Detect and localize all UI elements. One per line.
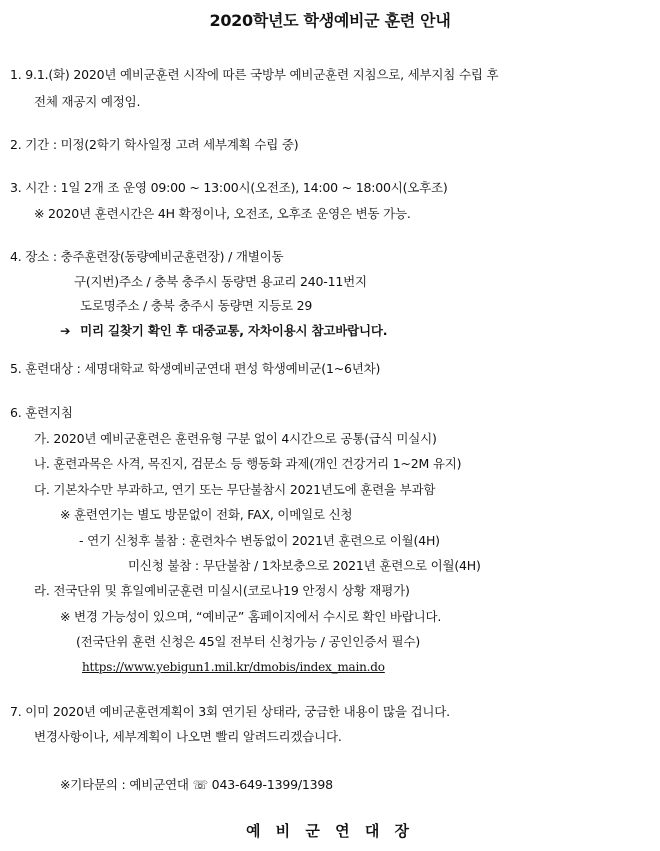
item-4-old-address: 구(지번)주소 / 충북 충주시 동량면 용교리 240-11번지 [74, 274, 367, 289]
yebigun-homepage-link[interactable]: https://www.yebigun1.mil.kr/dmobis/index_main.do [82, 660, 385, 674]
item-2-period: 2. 기간 : 미정(2학기 학사일정 고려 세부계획 수립 중) [10, 137, 299, 152]
item-3-note: ※ 2020년 훈련시간은 4H 확정이나, 오전조, 오후조 운영은 변동 가능. [34, 206, 411, 221]
item-6-ga: 가. 2020년 예비군훈련은 훈련유형 구분 없이 4시간으로 공통(급식 미실시) [34, 431, 437, 446]
item-7-line-1: 7. 이미 2020년 예비군훈련계획이 3회 연기된 상태라, 궁금한 내용이 많을 겁니다. [10, 704, 450, 719]
signature: 예 비 군 연 대 장 [245, 822, 415, 840]
item-6-da-note: ※ 훈련연기는 별도 방문없이 전화, FAX, 이메일로 신청 [60, 507, 353, 522]
arrow-right-icon: ➔ [60, 323, 71, 338]
item-6-na: 나. 훈련과목은 사격, 목진지, 검문소 등 행동화 과제(개인 건강거리 1~2M 유지) [34, 456, 462, 471]
item-4-road-address: 도로명주소 / 충북 충주시 동량면 지등로 29 [80, 298, 313, 313]
item-3-time: 3. 시간 : 1일 2개 조 운영 09:00 ~ 13:00시(오전조), 14:00 ~ 18:00시(오후조) [10, 180, 448, 195]
item-1-line-1: 1. 9.1.(화) 2020년 예비군훈련 시작에 따른 국방부 예비군훈련 지침으로, 세부지침 수립 후 [10, 67, 499, 82]
item-6-da-absence: 미신청 불참 : 무단불참 / 1차보충으로 2021년 훈련으로 이월(4H) [128, 558, 481, 573]
item-6-da: 다. 기본차수만 부과하고, 연기 또는 무단불참시 2021년도에 훈련을 부과함 [34, 482, 436, 497]
item-6-ra-apply-note: (전국단위 훈련 신청은 45일 전부터 신청가능 / 공인인증서 필수) [76, 634, 421, 649]
page-title: 2020학년도 학생예비군 훈련 안내 [209, 11, 451, 30]
item-6-da-postpone: - 연기 신청후 불참 : 훈련차수 변동없이 2021년 훈련으로 이월(4H) [79, 533, 440, 548]
item-4-directions-note [60, 322, 387, 340]
item-5-target: 5. 훈련대상 : 세명대학교 학생예비군연대 편성 학생예비군(1~6년차) [10, 361, 381, 376]
directions-text: 미리 길찾기 확인 후 대중교통, 자차이용시 참고바랍니다. [80, 323, 388, 338]
item-6-ra: 라. 전국단위 및 휴일예비군훈련 미실시(코로나19 안정시 상황 재평가) [34, 583, 410, 598]
item-4-location: 4. 장소 : 충주훈련장(동량예비군훈련장) / 개별이동 [10, 249, 284, 264]
item-6-ra-note: ※ 변경 가능성이 있으며, “예비군” 홈페이지에서 수시로 확인 바랍니다. [60, 609, 442, 624]
item-7-line-2: 변경사항이나, 세부계획이 나오면 빨리 알려드리겠습니다. [34, 729, 342, 744]
item-1-line-2: 전체 재공지 예정임. [34, 94, 141, 109]
contact-info: ※기타문의 : 예비군연대 ☏ 043-649-1399/1398 [60, 777, 333, 792]
item-6-heading: 6. 훈련지침 [10, 405, 73, 420]
